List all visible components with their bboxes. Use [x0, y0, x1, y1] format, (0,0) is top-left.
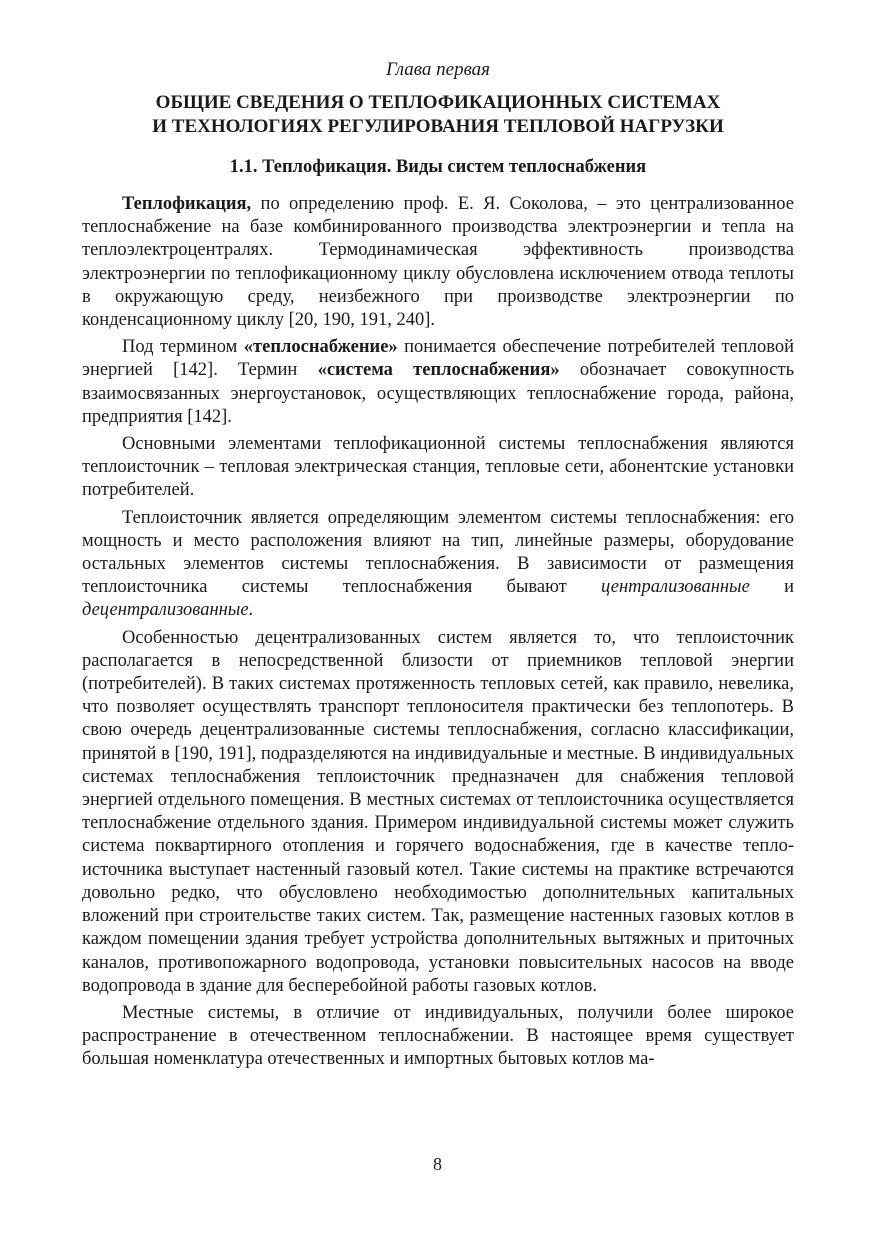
chapter-label: Глава первая	[385, 59, 491, 80]
paragraph-1	[82, 193, 794, 332]
term-centralized: централизованные	[601, 577, 750, 598]
page-number: 8	[433, 1154, 442, 1174]
chapter-title	[82, 91, 794, 139]
chapter-title-line-1: ОБЩИЕ СВЕДЕНИЯ О ТЕПЛОФИКАЦИОННЫХ СИСТЕМАХ	[155, 92, 721, 113]
section-title: 1.1. Теплофикация. Виды систем теплоснабжения	[229, 157, 647, 177]
chapter-title-line-2: И ТЕХНОЛОГИЯХ РЕГУЛИРОВАНИЯ ТЕПЛОВОЙ НАГРУЗКИ	[152, 116, 724, 137]
paragraph-2	[82, 336, 794, 429]
paragraph-4-part-3: .	[248, 600, 254, 621]
term-teplosnabzhenie: «теплоснабжение»	[243, 337, 398, 358]
term-sistema-teplosnabzheniya: «система теплоснабжения»	[317, 360, 560, 381]
paragraph-4	[82, 507, 794, 623]
term-decentralized: децентрализованные	[82, 600, 249, 621]
paragraph-1-text: по определению проф. Е. Я. Соколова, – это централизованное теплоснабжение на базе комбинированного производства электроэнергии и тепла на теплоэлектроцентралях. Термодинамическая эффективность производства электроэнергии по теплофикационному циклу обусловлена исключением отвода теплоты в окружающую среду, неизбежного при производстве электроэнергии по конденсационному циклу [20, 190, 191, 240].	[82, 194, 794, 331]
page	[82, 58, 794, 1072]
paragraph-2-part-1: Под термином	[122, 337, 244, 358]
term-teplofikatsiya: Теплофикация,	[122, 194, 252, 214]
paragraph-5: Особенностью децентрализованных систем является то, что теплоисточник располагается в непосредственной близости от приемников тепловой энергии (потребителей). В таких системах протяженность тепловых сетей, как правило, невелика, что позволяет осуществлять транспорт теплоносителя практически без теплопотерь. В свою очередь децентрализованные системы теплоснабжения, согласно классификации, принятой в [190, 191], подразделяются на индивидуальные и местные. В индивидуальных системах теплоснабжения теплоисточник предназначен для снабжения тепловой энергией отдельного помещения. В местных системах от теплоисточника осуществляется теплоснабжение отдельного здания. Примером индивидуальной системы может служить система поквартирного отопления и горячего водоснабжения, где в качестве теплоисточника выступает настенный газовый котел. Такие системы на практике встречаются довольно редко, что обусловлено необходимостью дополнительных капитальных вложений при строительстве таких систем. Так, размещение настенных газовых котлов в каждом помещении здания требует устройства дополнительных вытяжных и приточных каналов, противопожарного водопровода, установки повысительных насосов на вводе водопровода в здание для бесперебойной работы газовых котлов.	[82, 627, 794, 996]
paragraph-2-part-3: обозначает совокупность взаимосвязанных энергоустановок, осуществляющих теплоснабжение города, района, предприятия [142].	[82, 360, 795, 427]
paragraph-4-part-1: Теплоисточник является определяющим элементом системы теплоснабжения: его мощность и место расположения влияют на тип, линейные размеры, оборудование остальных элементов системы теплоснабжения. В зависимости от размещения теплоисточника системы теплоснабжения бывают	[82, 507, 794, 598]
body-text	[82, 193, 794, 1072]
paragraph-6: Местные системы, в отличие от индивидуальных, получили более широкое распространение в отечественном теплоснабжении. В настоящее время существует большая номенклатура отечественных и импортных бытовых котлов ма-	[82, 1002, 794, 1070]
paragraph-4-part-2: и	[749, 577, 794, 598]
paragraph-2-part-2: понимается обеспечение потребителей тепловой энергией [142]. Термин	[82, 337, 794, 381]
paragraph-3: Основными элементами теплофикационной системы теплоснабжения являются теплоисточник – тепловая электрическая станция, тепловые сети, абонентские установки потребителей.	[82, 434, 794, 501]
